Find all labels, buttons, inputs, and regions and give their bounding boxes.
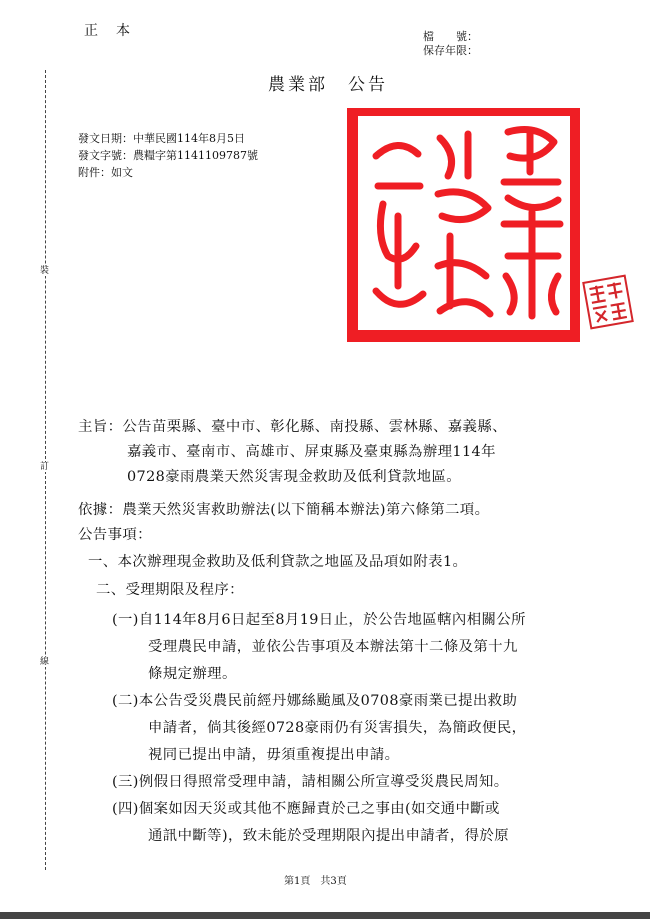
sub-item-3: (三)例假日得照常受理申請，請相關公所宣導受災農民周知。 — [112, 774, 509, 790]
document-title: 農業部 公告 — [268, 75, 388, 95]
subject-line-2: 嘉義市、臺南市、高雄市、屏東縣及臺東縣為辦理114年 — [127, 444, 496, 460]
page-number: 第1頁 共3頁 — [284, 876, 347, 887]
sub-item-4-line-1: (四)個案如因天災或其他不應歸責於己之事由(如交通中斷或 — [112, 801, 500, 817]
basis-line: 依據：農業天然災害救助辦法(以下簡稱本辦法)第六條第二項。 — [78, 502, 490, 518]
subject-line-1: 主旨：公告苗栗縣、臺中市、彰化縣、南投縣、雲林縣、嘉義縣、 — [78, 419, 507, 435]
official-seal — [347, 108, 580, 342]
small-seal — [582, 275, 634, 330]
sub-item-1-line-2: 受理農民申請，並依公告事項及本辦法第十二條及第十九 — [148, 639, 518, 655]
sub-item-2-line-1: (二)本公告受災農民前經丹娜絲颱風及0708豪雨業已提出救助 — [112, 693, 518, 709]
subject-line-3: 0728豪雨農業天然災害現金救助及低利貸款地區。 — [127, 469, 462, 485]
attachment-note: 附件：如文 — [78, 166, 133, 179]
sub-item-1-line-3: 條規定辦理。 — [148, 666, 237, 682]
dispatch-date: 發文日期：中華民國114年8月5日 — [78, 132, 245, 145]
announcement-heading: 公告事項： — [78, 527, 152, 543]
item-2: 二、受理期限及程序： — [96, 582, 244, 598]
binding-mark-zhuang: 裝 — [40, 266, 50, 276]
sub-item-4-line-2: 通訊中斷等)，致未能於受理期限內提出申請者，得於原 — [148, 828, 509, 844]
dispatch-number: 發文字號：農糧字第1141109787號 — [78, 149, 258, 162]
sub-item-2-line-2: 申請者，倘其後經0728豪雨仍有災害損失，為簡政便民， — [148, 720, 527, 736]
item-1: 一、本次辦理現金救助及低利貸款之地區及品項如附表1。 — [88, 554, 468, 570]
file-number-label: 檔 號： — [423, 30, 478, 43]
original-copy-mark: 正 本 — [84, 23, 132, 39]
sub-item-2-line-3: 視同已提出申請，毋須重複提出申請。 — [148, 747, 400, 763]
retention-period-label: 保存年限： — [423, 44, 478, 57]
binding-mark-xian: 線 — [40, 657, 50, 667]
binding-mark-ding: 訂 — [40, 462, 50, 472]
page-bottom-edge — [0, 912, 650, 919]
sub-item-1-line-1: (一)自114年8月6日起至8月19日止，於公告地區轄內相關公所 — [112, 612, 526, 628]
